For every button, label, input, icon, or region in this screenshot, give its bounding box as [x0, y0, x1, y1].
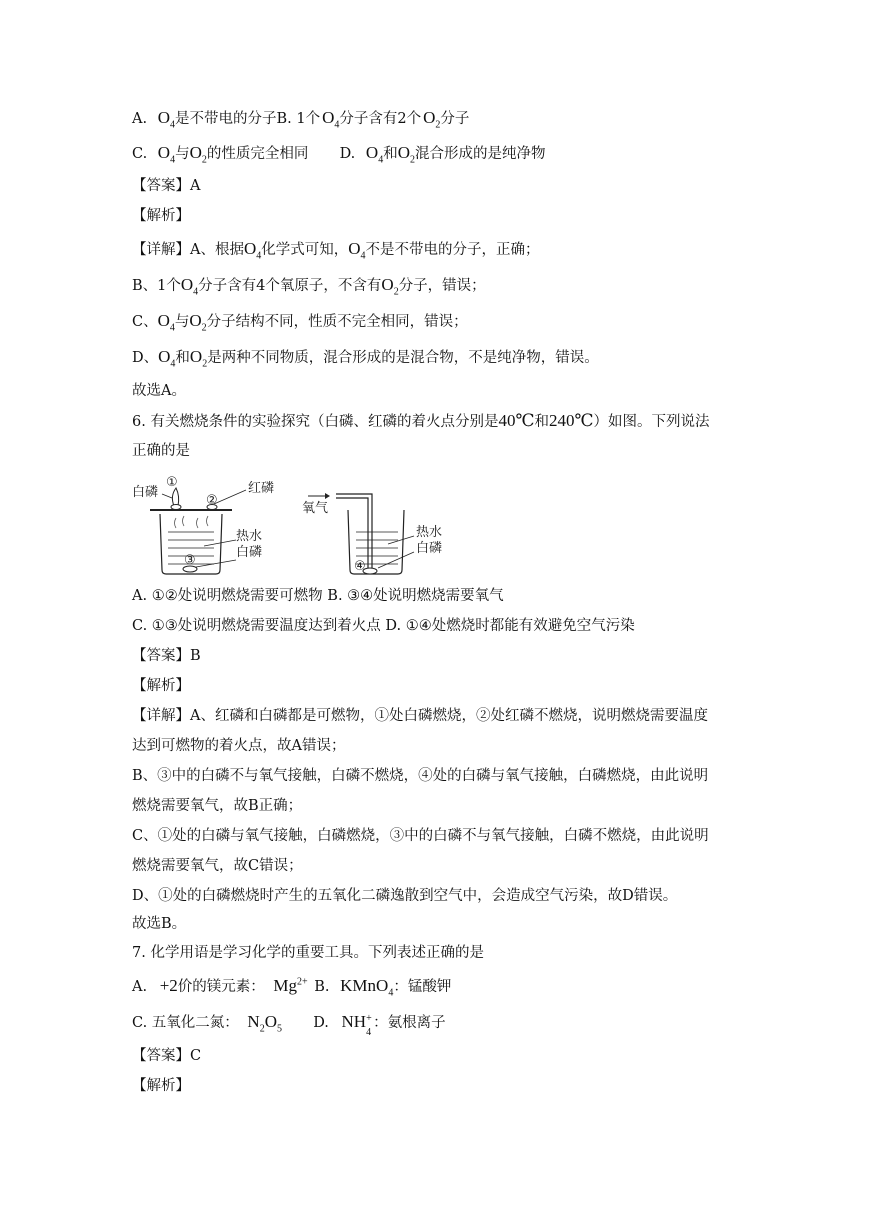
q6-detail-2: 达到可燃物的着火点，故A错误；: [132, 738, 346, 754]
label-white-p-left: 白磷: [236, 545, 263, 560]
q7-option-c-sub2: 5: [276, 1023, 282, 1035]
q6-stem-end: ）如图。下列说法: [593, 414, 710, 430]
q7-option-a-valence: +2: [159, 976, 178, 995]
q7-option-d-text: ：氨根离子: [373, 1015, 446, 1031]
q5-detail-d: D、$O_4$和$O_2$是两种不同物质，混合形成的是混合物，不是纯净物，错误。: [132, 347, 599, 370]
q6-stem-line2: 正确的是: [132, 443, 190, 459]
q6-detail-1: 【详解】A、红磷和白磷都是可燃物，①处白磷燃烧，②处红磷不燃烧，说明燃烧需要温度: [132, 708, 708, 724]
q7-option-d-label: D.: [313, 1015, 329, 1031]
q5-options-cd: C. $O_4$与$O_2$的性质完全相同 D. $O_4$和$O_2$混合形成的是纯净物: [132, 143, 546, 166]
q5-conclusion: 故选A。: [132, 383, 186, 399]
q5-option-b-end: 分子: [440, 111, 470, 127]
q5-option-b-text: 分子含有2个: [339, 111, 422, 127]
q5-answer: 【答案】A: [132, 178, 201, 194]
q5-detail-b-mid: 分子含有4个氧原子，不含有: [198, 278, 382, 294]
q6-conclusion: 故选B。: [132, 916, 187, 932]
q7-analysis: 【解析】: [132, 1078, 190, 1094]
q5-detail-a-end: 不是不带电的分子，正确；: [365, 242, 540, 258]
q5-analysis: 【解析】: [132, 208, 190, 224]
q5-detail-d-mid: 和: [175, 350, 190, 366]
q7-options-ab: [132, 976, 451, 997]
q6-detail-6: 燃烧需要氧气，故C错误；: [132, 858, 303, 874]
label-hot-water-right: 热水: [416, 525, 443, 540]
marker-4: ④: [354, 559, 366, 574]
q7-option-c-o: O: [264, 1012, 277, 1031]
q5-option-d-text: 混合形成的是纯净物: [414, 146, 546, 162]
q5-detail-d-pre: D、: [132, 350, 159, 366]
q5-option-c-text: 的性质完全相同: [206, 146, 309, 162]
q5-option-c-mid: 与: [175, 146, 190, 162]
q6-options-ab: A. ①②处说明燃烧需要可燃物 B. ③④处说明燃烧需要氧气: [132, 588, 504, 604]
combustion-experiment-figure: [132, 474, 472, 584]
label-white-p-top: 白磷: [132, 485, 159, 500]
q7-option-c-sub1: 2: [259, 1023, 265, 1035]
label-oxygen: 氧气: [302, 501, 329, 516]
q6-temp-white: 40℃: [498, 411, 535, 430]
q5-detail-b: B、1个$O_4$分子含有4个氧原子，不含有$O_2$分子，错误；: [132, 275, 486, 298]
q6-stem-pre: 6. 有关燃烧条件的实验探究（白磷、红磷的着火点分别是: [132, 414, 499, 430]
q7-option-b-formula: KMnO: [340, 976, 389, 995]
q6-detail-7: D、①处的白磷燃烧时产生的五氧化二磷逸散到空气中，会造成空气污染，故D错误。: [132, 888, 678, 904]
q6-detail-4: 燃烧需要氧气，故B正确；: [132, 798, 303, 814]
q5-detail-c-end: 分子结构不同，性质不完全相同，错误；: [206, 314, 468, 330]
q5-detail-b-end: 分子，错误；: [398, 278, 486, 294]
q5-detail-a-pre: 【详解】A、根据: [132, 242, 244, 258]
left-beaker: [150, 488, 246, 574]
q7-option-c-n: N: [247, 1012, 260, 1031]
q5-detail-c-mid: 与: [174, 314, 190, 330]
q7-option-a-charge: 2+: [297, 976, 308, 988]
marker-1: ①: [166, 475, 178, 490]
q5-detail-a-mid: 化学式可知，: [261, 242, 349, 258]
marker-2: ②: [206, 493, 218, 508]
q6-analysis: 【解析】: [132, 678, 190, 694]
q7-option-a-label: A.: [132, 979, 148, 995]
q6-stem-mid: 和: [534, 414, 549, 430]
q7-options-cd: C. 五氧化二氮： $N_2O_5$ D. NH + 4 ：氨根离子: [132, 1012, 446, 1038]
q7-answer: 【答案】C: [132, 1048, 202, 1064]
label-hot-water-left: 热水: [236, 529, 263, 544]
q6-stem-line1: [132, 411, 710, 432]
q5-option-b-label: B. 1个: [276, 111, 321, 127]
q7-stem: 7. 化学用语是学习化学的重要工具。下列表述正确的是: [132, 945, 484, 961]
q5-detail-a: 【详解】A、根据$O_4$化学式可知，$O_4$不是不带电的分子，正确；: [132, 239, 540, 262]
marker-3: ③: [184, 553, 196, 568]
q5-options-ab: A. $O_4$是不带电的分子B. 1个 $O_4$分子含有2个 $O_2$分子: [132, 108, 470, 131]
q6-detail-5: C、①处的白磷与氧气接触，白磷燃烧，③中的白磷不与氧气接触，白磷不燃烧，由此说明: [132, 828, 709, 844]
q7-option-a-formula: Mg: [273, 976, 298, 995]
q6-answer: 【答案】B: [132, 648, 201, 664]
q5-detail-d-end: 是两种不同物质，混合形成的是混合物，不是纯净物，错误。: [207, 350, 599, 366]
q5-option-a-label: A.: [132, 111, 148, 127]
q7-option-c-text: C. 五氧化二氮：: [132, 1015, 239, 1031]
q5-detail-c: C、$O_4$与$O_2$分子结构不同，性质不完全相同，错误；: [132, 311, 468, 334]
q5-detail-c-pre: C、: [132, 314, 158, 330]
q5-option-d-label: D.: [339, 146, 356, 162]
q6-detail-3: B、③中的白磷不与氧气接触，白磷不燃烧，④处的白磷与氧气接触，白磷燃烧，由此说明: [132, 768, 709, 784]
label-white-p-right: 白磷: [416, 541, 443, 556]
q7-option-b-sub: 4: [388, 987, 394, 999]
q5-detail-b-pre: B、1个: [132, 278, 181, 294]
q6-temp-red: 240℃: [548, 411, 594, 430]
q7-option-b-text: ：锰酸钾: [393, 979, 452, 995]
q7-option-b-label: B.: [314, 979, 330, 995]
q5-option-d-mid: 和: [383, 146, 398, 162]
q5-option-a-text: 是不带电的分子: [174, 111, 277, 127]
q5-option-c-label: C.: [132, 146, 148, 162]
q7-option-d-formula: NH: [341, 1012, 367, 1031]
q7-option-a-text: 价的镁元素：: [177, 979, 265, 995]
label-red-p: 红磷: [248, 481, 275, 496]
q6-options-cd: C. ①③处说明燃烧需要温度达到着火点 D. ①④处燃烧时都能有效避免空气污染: [132, 618, 635, 634]
